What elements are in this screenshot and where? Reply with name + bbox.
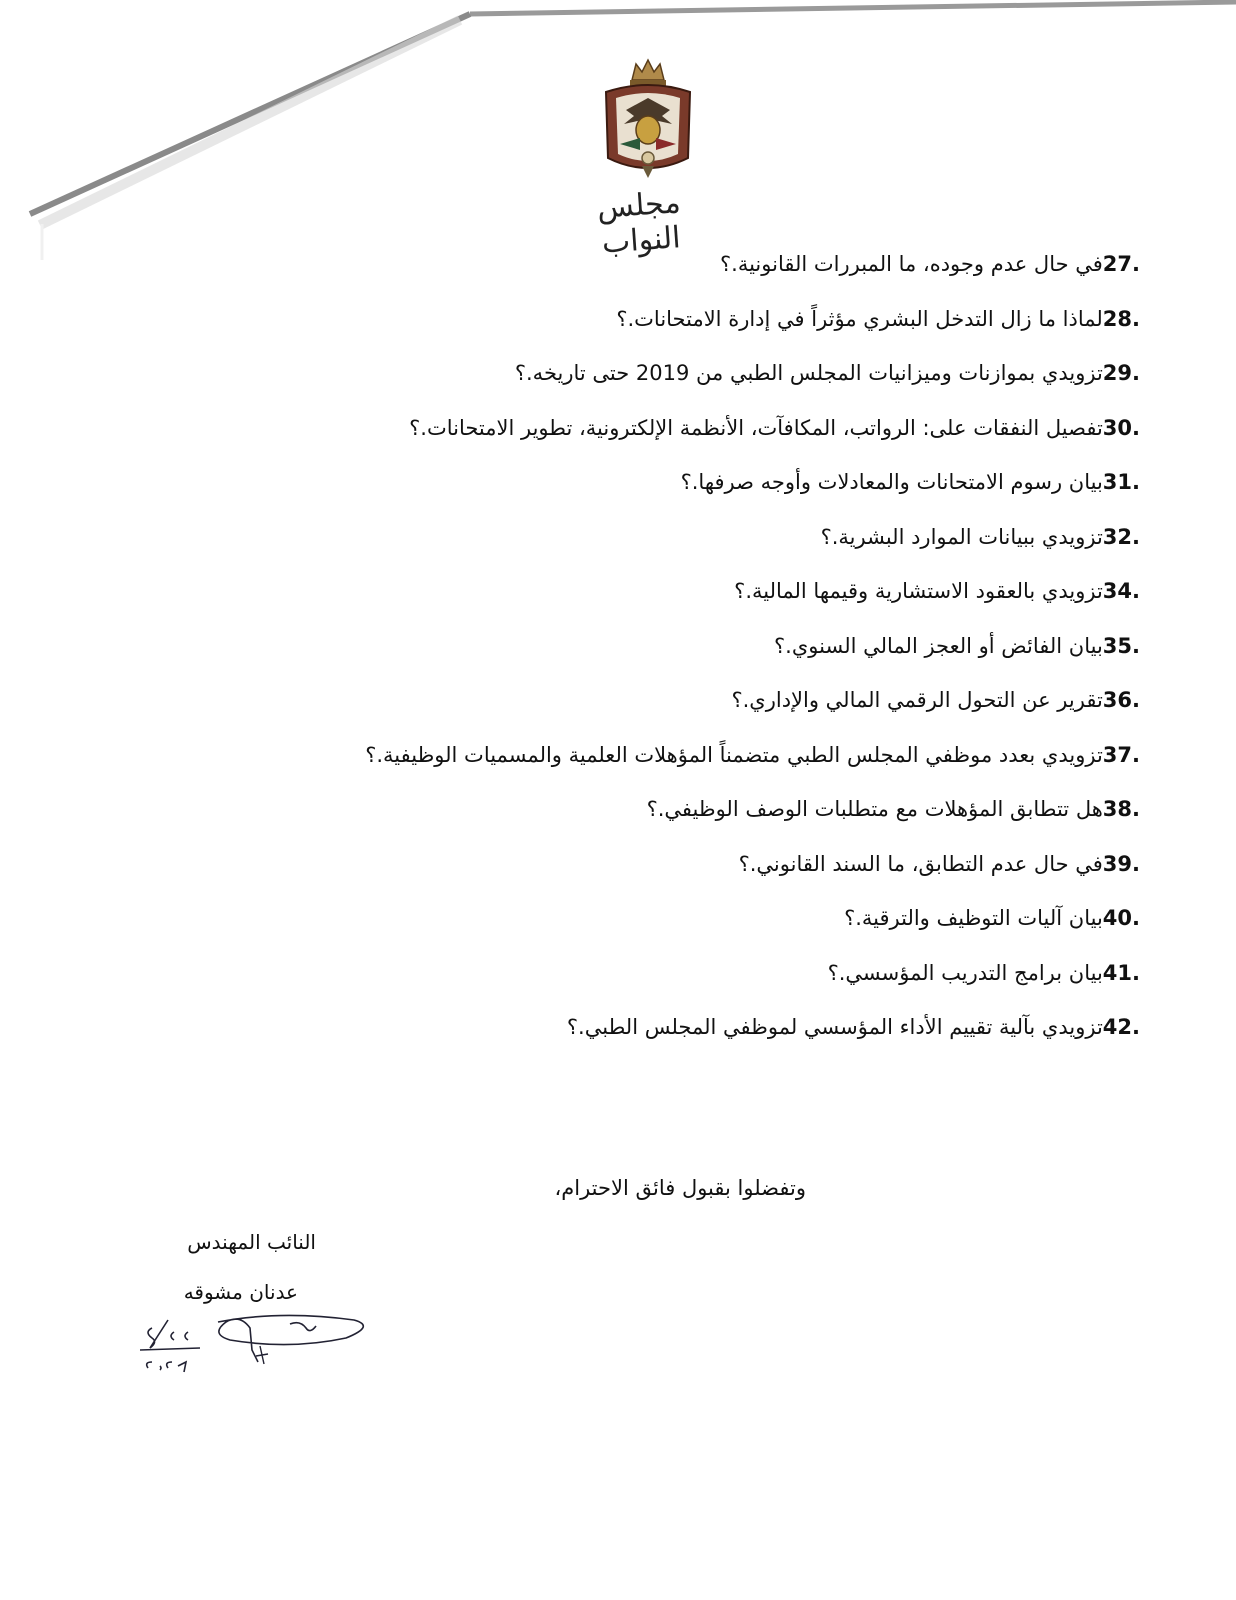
question-text: تزويدي بعدد موظفي المجلس الطبي متضمناً المؤهلات العلمية والمسميات الوظيفية.؟	[365, 742, 1103, 767]
question-text: لماذا ما زال التدخل البشري مؤثراً في إدارة الامتحانات.؟	[616, 306, 1103, 331]
question-number: 41.	[1102, 960, 1140, 985]
question-text: بيان الفائض أو العجز المالي السنوي.؟	[774, 633, 1103, 658]
question-text: تزويدي بآلية تقييم الأداء المؤسسي لموظفي المجلس الطبي.؟	[566, 1015, 1103, 1039]
question-text: في حال عدم التطابق، ما السند القانوني.؟	[738, 851, 1103, 876]
handwritten-signature	[140, 1306, 380, 1396]
question-item	[240, 739, 1140, 794]
question-item	[240, 793, 1140, 848]
question-item	[240, 902, 1140, 957]
question-text: تفصيل النفقات على: الرواتب، المكافآت، الأنظمة الإلكترونية، تطوير الامتحانات.؟	[409, 415, 1103, 440]
question-item	[240, 521, 1140, 576]
question-text: بيان رسوم الامتحانات والمعادلات وأوجه صرفها.؟	[680, 470, 1103, 494]
question-number: 39.	[1102, 851, 1140, 876]
question-item	[240, 630, 1140, 685]
closing-salutation: وتفضلوا بقبول فائق الاحترام،	[554, 1176, 806, 1200]
question-text: في حال عدم وجوده، ما المبررات القانونية.؟	[720, 252, 1103, 276]
question-number: 34.	[1102, 579, 1140, 603]
question-item	[240, 1011, 1140, 1066]
question-text: هل تتطابق المؤهلات مع متطلبات الوصف الوظيفي.؟	[646, 797, 1103, 821]
question-text: تزويدي ببيانات الموارد البشرية.؟	[820, 524, 1103, 549]
question-number: 29.	[1102, 361, 1140, 385]
institution-name: مجلس النواب	[595, 185, 682, 261]
question-number: 35.	[1102, 633, 1140, 658]
question-number: 40.	[1102, 906, 1140, 930]
question-number: 36.	[1102, 688, 1140, 712]
question-item	[240, 412, 1140, 467]
question-item	[240, 575, 1140, 630]
question-number: 42.	[1102, 1015, 1140, 1039]
signatory-name: عدنان مشوقه	[183, 1280, 298, 1304]
question-number: 31.	[1102, 470, 1140, 494]
question-item	[240, 248, 1140, 303]
question-item	[240, 848, 1140, 903]
coat-of-arms-icon	[596, 58, 700, 186]
question-text: تزويدي بموازنات وميزانيات المجلس الطبي من 2019 حتى تاريخه.؟	[514, 361, 1103, 385]
question-item	[240, 303, 1140, 358]
question-number: 27.	[1102, 252, 1140, 276]
question-text: تزويدي بالعقود الاستشارية وقيمها المالية.؟	[734, 579, 1103, 603]
signatory-title: النائب المهندس	[187, 1230, 316, 1254]
question-item	[240, 357, 1140, 412]
question-item	[240, 957, 1140, 1012]
question-number: 28.	[1102, 306, 1140, 331]
question-text: بيان برامج التدريب المؤسسي.؟	[827, 960, 1103, 985]
question-text: بيان آليات التوظيف والترقية.؟	[844, 906, 1103, 930]
question-list	[240, 248, 1140, 1066]
question-number: 38.	[1102, 797, 1140, 821]
question-number: 30.	[1102, 415, 1140, 440]
question-text: تقرير عن التحول الرقمي المالي والإداري.؟	[731, 688, 1103, 712]
question-number: 37.	[1102, 742, 1140, 767]
question-item	[240, 466, 1140, 521]
question-item	[240, 684, 1140, 739]
question-number: 32.	[1102, 524, 1140, 549]
